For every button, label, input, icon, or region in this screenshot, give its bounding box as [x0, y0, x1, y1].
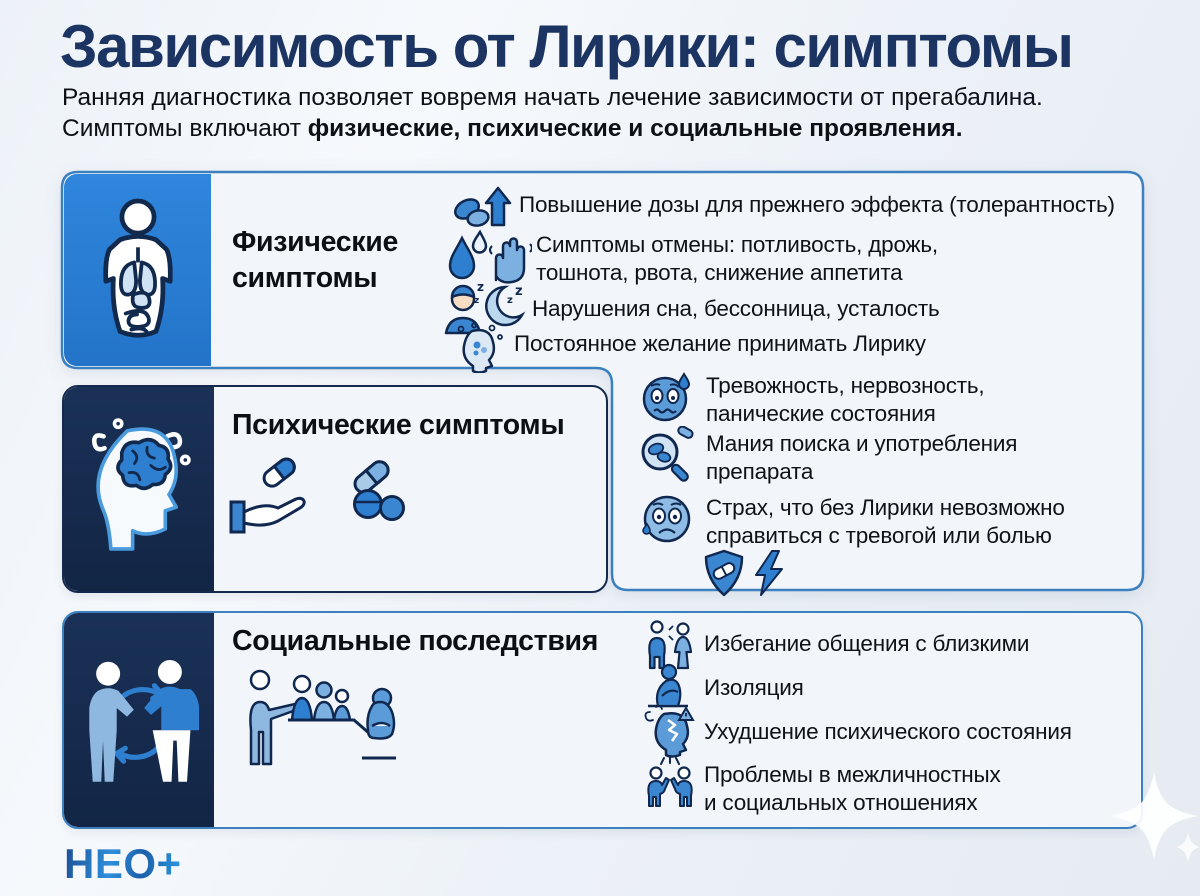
craving-head-icon: [452, 323, 506, 373]
subtitle-line-1: Ранняя диагностика позволяет вовремя начать лечение зависимости от прегабалина.: [62, 84, 1043, 111]
social-heading: Социальные последствия: [232, 625, 599, 657]
physical-heading: Физические симптомы: [232, 226, 399, 294]
svg-text:z: z: [474, 296, 480, 306]
physical-item-text: Симптомы отмены: потливость, дрожь, тошнота, рвота, снижение аппетита: [536, 232, 938, 285]
head-brain-icon: [80, 413, 198, 565]
physical-item-text: Нарушения сна, бессонница, усталость: [532, 296, 940, 321]
svg-text:z: z: [507, 295, 513, 306]
physical-tile: [64, 174, 211, 366]
psychic-item-text: Мания поиска и употребления препарата: [706, 431, 1018, 484]
psychic-item-text: Страх, что без Лирики невозможно справиться с тревогой или болью: [706, 495, 1065, 548]
isolation-person-icon: [644, 662, 692, 710]
pills-pair-icon: [340, 456, 414, 522]
subtitle-line-2: Симптомы включают физические, психические и социальные проявления.: [62, 115, 963, 142]
social-item-text: Изоляция: [704, 675, 804, 700]
anxious-face-icon: [640, 370, 694, 424]
svg-text:z: z: [477, 281, 484, 294]
hand-giving-pill-icon: [228, 450, 330, 544]
people-handshake-icon: [79, 645, 199, 795]
conflict-people-icon: [644, 756, 696, 808]
social-tile: [64, 613, 214, 827]
page-title: Зависимость от Лирики: симптомы: [60, 13, 1073, 80]
neo-plus-logo: НЕО+: [64, 840, 182, 887]
physical-item-text: Повышение дозы для прежнего эффекта (толерантность): [519, 192, 1115, 217]
psychic-tile: [64, 387, 214, 591]
social-item-text: Проблемы в межличностных и социальных отношениях: [704, 762, 1001, 815]
sparkle-icon: [1108, 770, 1200, 862]
social-item-text: Избегание общения с близкими: [704, 631, 1030, 656]
human-body-organs-icon: [86, 195, 190, 345]
group-isolation-icon: [236, 662, 404, 768]
svg-text:z: z: [515, 284, 523, 299]
magnifier-pills-icon: [638, 426, 696, 486]
social-item-text: Ухудшение психического состояния: [704, 719, 1072, 744]
physical-item-text: Постоянное желание принимать Лирику: [514, 331, 926, 356]
pills-dose-up-icon: [452, 184, 514, 228]
mental-decline-head-icon: [642, 704, 696, 758]
worried-face-icon: [640, 492, 694, 546]
psychic-heading: Психические симптомы: [232, 409, 565, 441]
psychic-item-text: Тревожность, нервозность, панические состояния: [706, 373, 985, 426]
shield-pill-icon: [704, 549, 744, 597]
lightning-icon: [752, 549, 786, 597]
sweat-drops-tremor-hand-icon: [446, 228, 532, 286]
